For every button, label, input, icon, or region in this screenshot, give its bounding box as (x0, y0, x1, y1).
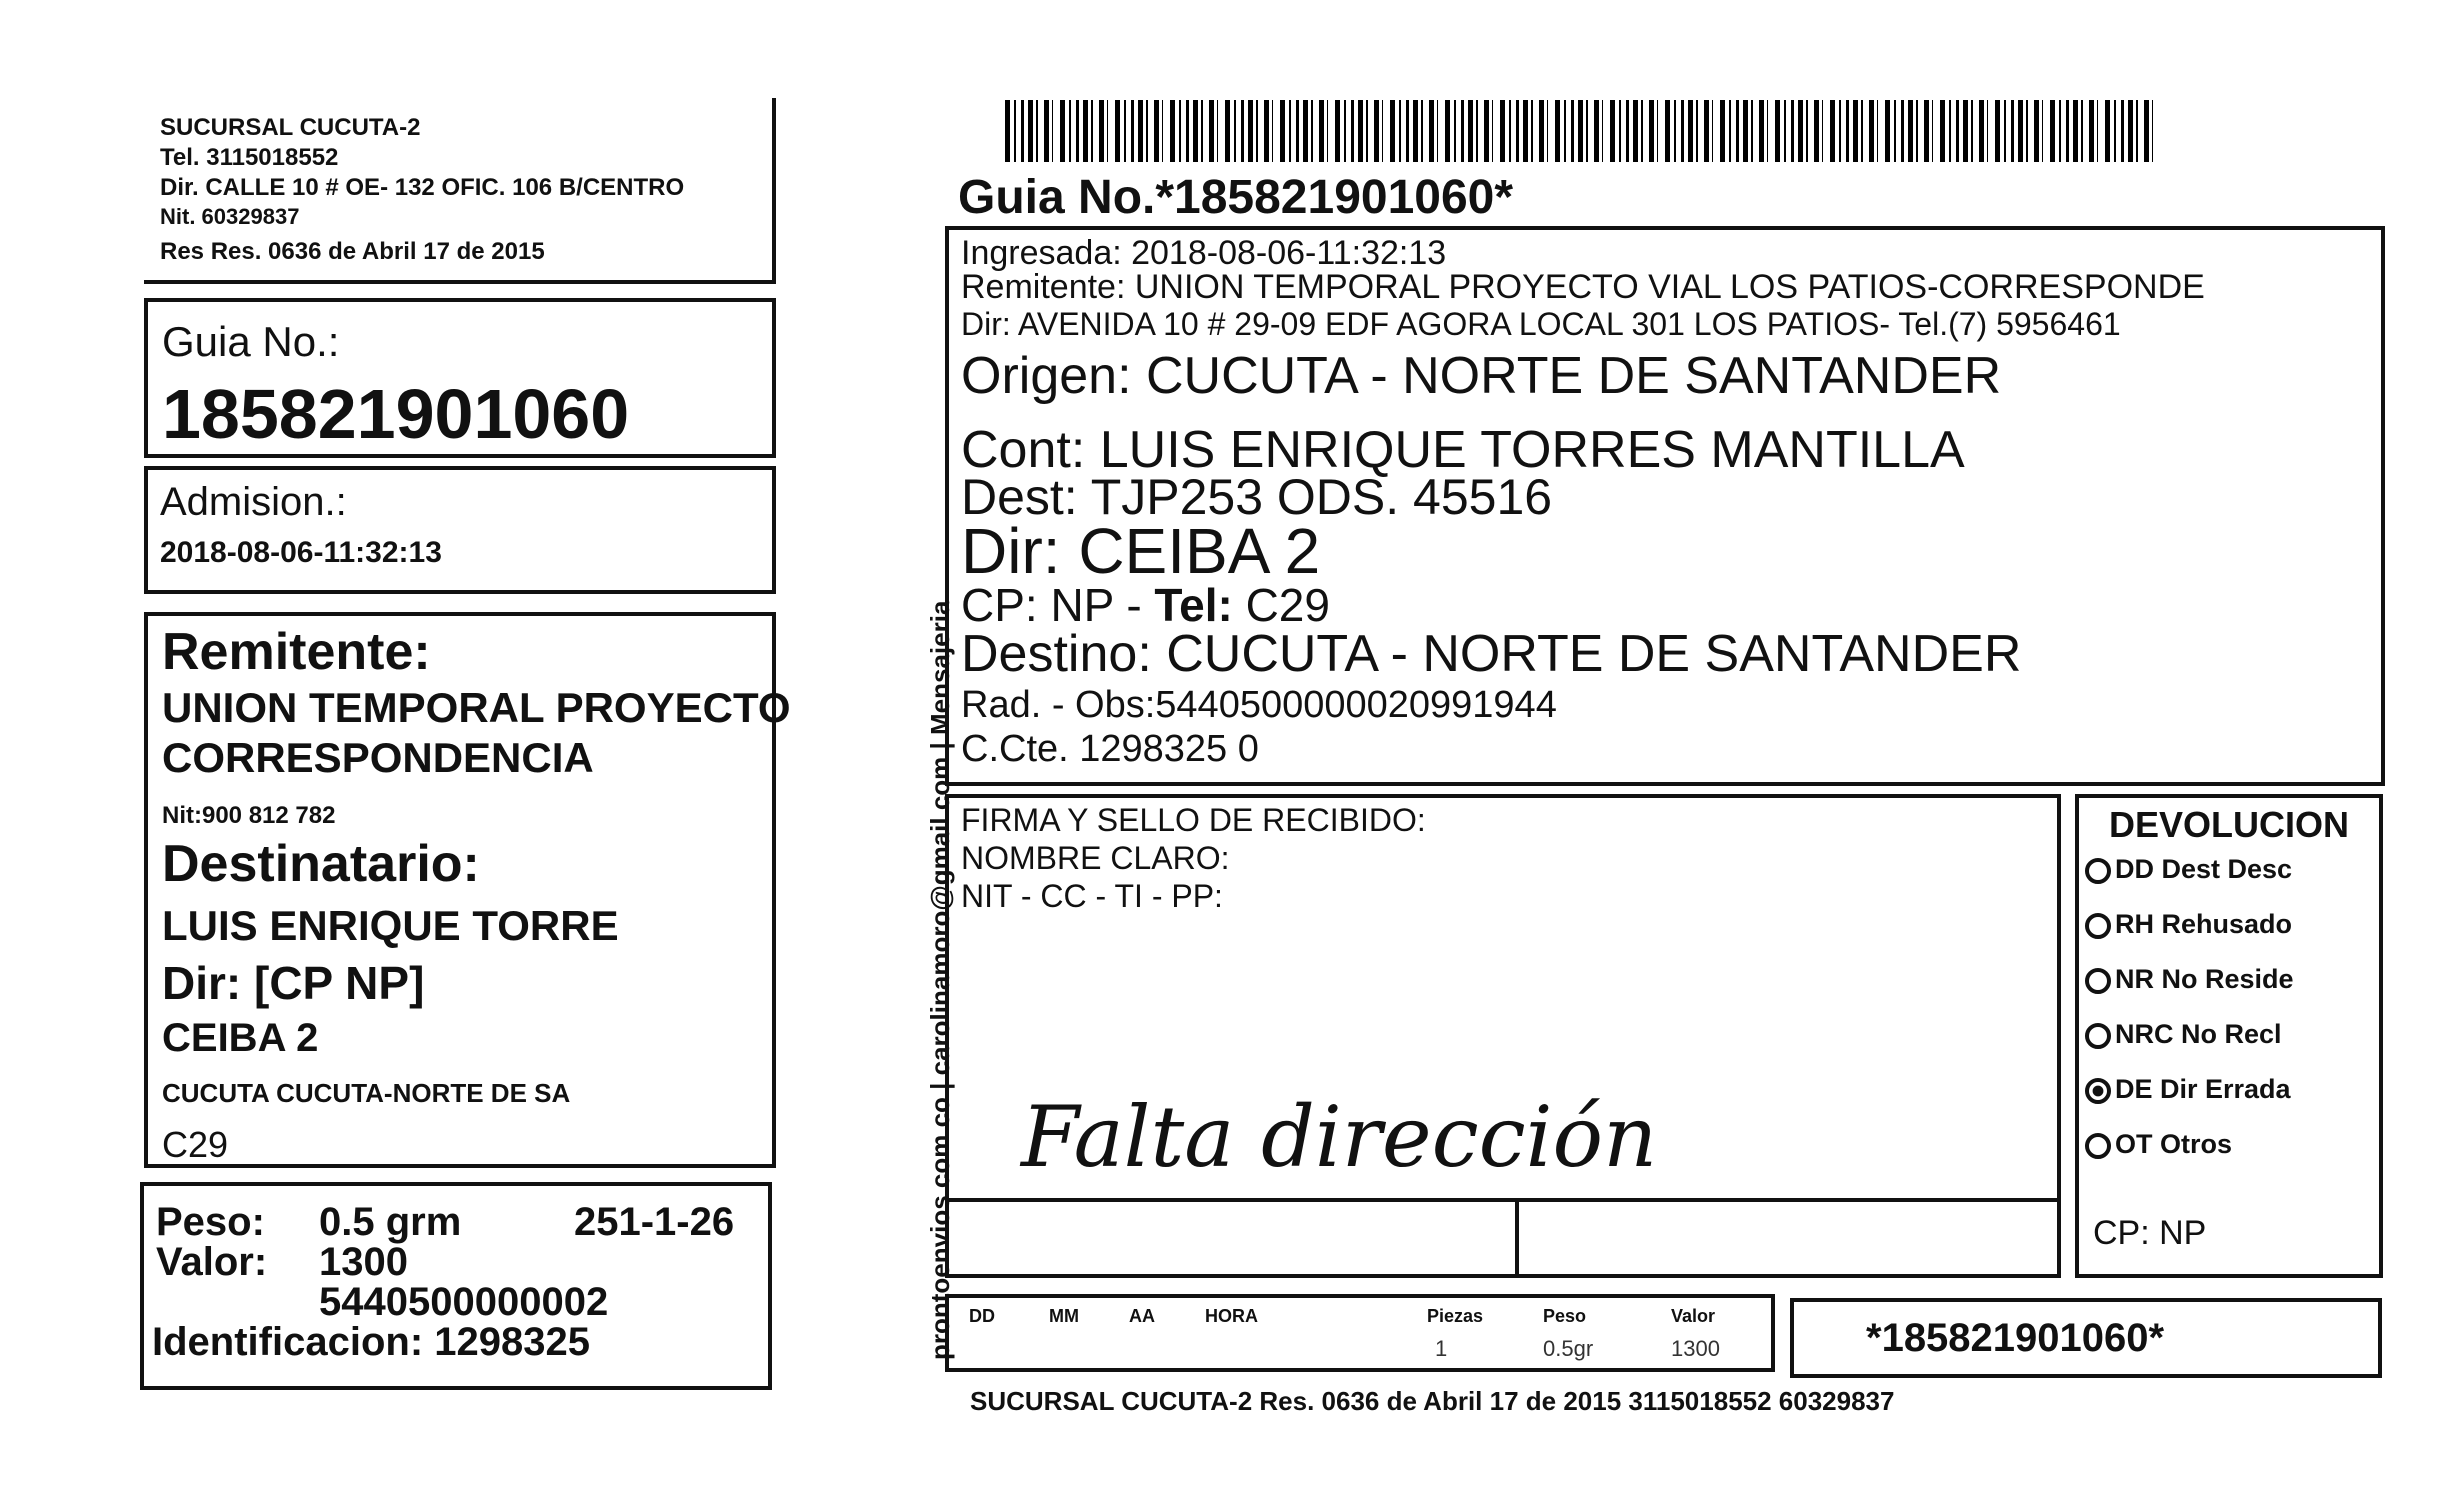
remitente-line1: UNION TEMPORAL PROYECTO (162, 684, 791, 731)
destinatario-name: LUIS ENRIQUE TORRE (162, 902, 619, 949)
guia-title: Guia No.*185821901060* (958, 171, 1514, 224)
value-valor: 1300 (1671, 1336, 1720, 1361)
client-account: C.Cte. 1298325 0 (961, 728, 1259, 770)
radio-marked-icon[interactable] (2085, 1078, 2111, 1104)
barcode-graphic (1005, 100, 2160, 162)
peso-value: 0.5 grm (319, 1200, 462, 1244)
ingresada: Ingresada: 2018-08-06-11:32:13 (961, 234, 1447, 272)
parties-box (144, 612, 791, 1168)
dest-code: Dest: TJP253 ODS. 45516 (961, 469, 1553, 525)
peso-valor-box (140, 1182, 772, 1390)
header-peso: Peso (1543, 1306, 1587, 1326)
option-label: DD Dest Desc (2115, 854, 2293, 884)
header-aa: AA (1129, 1306, 1155, 1326)
radio-icon[interactable] (2085, 968, 2111, 994)
cp-value: CP: NP - (961, 579, 1155, 631)
option-label: NR No Reside (2115, 964, 2294, 994)
signature-split (1515, 1198, 1519, 1276)
peso-label: Peso: (156, 1200, 265, 1244)
devolucion-title: DEVOLUCION (2109, 804, 2350, 845)
remitente-label: Remitente: (162, 623, 431, 681)
devolucion-box (2075, 794, 2383, 1278)
value-piezas: 1 (1435, 1336, 1448, 1361)
branch-name: SUCURSAL CUCUTA-2 (160, 114, 421, 141)
handwritten-note: Falta dirección (1021, 1088, 1658, 1186)
radio-icon[interactable] (2085, 1023, 2111, 1049)
tel-value: C29 (1232, 579, 1330, 631)
option-label: NRC No Recl (2115, 1019, 2282, 1049)
option-label: OT Otros (2115, 1129, 2233, 1159)
option-label: RH Rehusado (2115, 909, 2293, 939)
barcode-text-box (1790, 1298, 2382, 1378)
option-de[interactable] (2085, 1062, 2294, 1117)
option-nr[interactable] (2085, 952, 2294, 1007)
admision-value: 2018-08-06-11:32:13 (160, 536, 442, 569)
ref-number: 5440500000002 (319, 1280, 609, 1324)
guia-number: 185821901060 (162, 375, 630, 453)
admision-box (144, 466, 776, 594)
destinatario-city: CUCUTA CUCUTA-NORTE DE SA (162, 1078, 571, 1108)
header-dd: DD (969, 1306, 995, 1326)
shipment-info-box (945, 226, 2385, 786)
branch-address: Dir. CALLE 10 # OE- 132 OFIC. 106 B/CENTRO (160, 174, 685, 201)
shipment-table-box (945, 1294, 1775, 1372)
branch-resolution: Res Res. 0636 de Abril 17 de 2015 (160, 238, 545, 265)
header-hora: HORA (1205, 1306, 1258, 1326)
remitente-nit: Nit:900 812 782 (162, 802, 336, 829)
destinatario-dir: Dir: [CP NP] (162, 957, 425, 1009)
remitente-line2: CORRESPONDENCIA (162, 734, 594, 781)
branch-header-box (144, 98, 776, 284)
header-valor: Valor (1671, 1306, 1716, 1326)
destinatario-address: CEIBA 2 (162, 1016, 319, 1060)
route-code: 251-1-26 (574, 1200, 735, 1244)
option-label: DE Dir Errada (2115, 1074, 2291, 1104)
footer-text: SUCURSAL CUCUTA-2 Res. 0636 de Abril 17 de 2015 3115018552 60329837 (970, 1386, 1895, 1416)
guia-box (144, 298, 776, 458)
radio-icon[interactable] (2085, 858, 2111, 884)
guia-label: Guia No.: (162, 318, 340, 365)
tel-label: Tel: (1154, 579, 1233, 631)
option-ot[interactable] (2085, 1117, 2294, 1172)
admision-label: Admision.: (160, 480, 347, 524)
option-rh[interactable] (2085, 897, 2294, 952)
side-contact-text: prontoenvios.com.co | carolinamoro@gmail.com | Mensajeria (925, 600, 955, 1360)
signature-box (945, 794, 2061, 1278)
branch-tel: Tel. 3115018552 (160, 144, 339, 171)
destinatario-tel: C29 (162, 1124, 229, 1165)
valor-value: 1300 (319, 1240, 408, 1284)
radio-icon[interactable] (2085, 913, 2111, 939)
origen: Origen: CUCUTA - NORTE DE SANTANDER (961, 347, 2002, 405)
nit-cc-label: NIT - CC - TI - PP: (961, 878, 1223, 914)
remitente-full: Remitente: UNION TEMPORAL PROYECTO VIAL LOS PATIOS-CORRESPONDE (961, 268, 2205, 306)
devolucion-cp: CP: NP (2093, 1214, 2207, 1252)
option-nrc[interactable] (2085, 1007, 2294, 1062)
header-mm: MM (1049, 1306, 1079, 1326)
destino: Destino: CUCUTA - NORTE DE SANTANDER (961, 625, 2022, 683)
barcode-text: *185821901060* (1866, 1316, 2165, 1360)
destinatario-label: Destinatario: (162, 835, 480, 893)
header-piezas: Piezas (1427, 1306, 1484, 1326)
contact: Cont: LUIS ENRIQUE TORRES MANTILLA (961, 421, 1965, 479)
value-peso: 0.5gr (1543, 1336, 1594, 1361)
branch-nit: Nit. 60329837 (160, 204, 300, 229)
identificacion: Identificacion: 1298325 (152, 1320, 590, 1364)
devolucion-options (2085, 842, 2294, 1172)
valor-label: Valor: (156, 1240, 268, 1284)
signature-divider (949, 1198, 2057, 1202)
dest-address-big: Dir: CEIBA 2 (961, 515, 1321, 587)
option-dd[interactable] (2085, 842, 2294, 897)
remitente-address: Dir: AVENIDA 10 # 29-09 EDF AGORA LOCAL 301 LOS PATIOS- Tel.(7) 5956461 (961, 306, 2121, 342)
nombre-label: NOMBRE CLARO: (961, 840, 1230, 876)
radio-icon[interactable] (2085, 1133, 2111, 1159)
rad-obs: Rad. - Obs:5440500000020991944 (961, 684, 1557, 726)
firma-label: FIRMA Y SELLO DE RECIBIDO: (961, 802, 1426, 838)
